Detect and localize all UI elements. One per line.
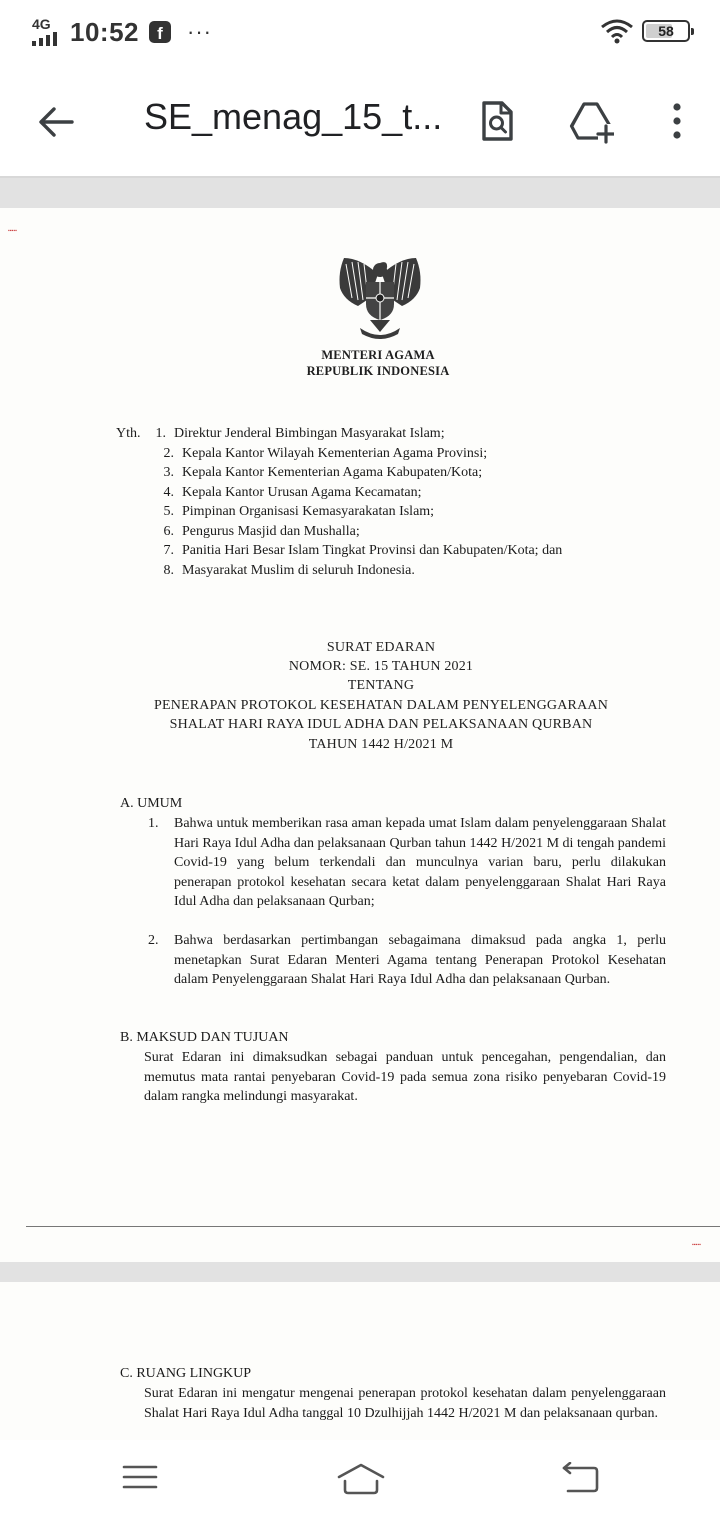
wifi-icon [600, 18, 634, 44]
document-title: SE_menag_15_t... [144, 96, 443, 137]
letter-about-label: TENTANG [347, 678, 415, 693]
letterhead-subtitle: REPUBLIK INDONESIA [306, 364, 450, 378]
addressee-item: 3. Kepala Kantor Kementerian Agama Kabupaten/Kota; [163, 465, 483, 480]
letter-type: SURAT EDARAN [326, 640, 436, 655]
pdf-viewer[interactable] [0, 178, 720, 1440]
addressee-item: 4. Kepala Kantor Urusan Agama Kecamatan; [163, 484, 422, 500]
pdf-page-2[interactable] [0, 1282, 720, 1440]
section-a-item: 2. Bahwa berdasarkan pertimbangan sebagaimana dimaksud pada angka 1, perlu menetapkan Surat Edaran Menteri Agama tentang Penerapan Protokol Kesehatan dalam Penyelenggaraan Shalat Hari Raya Idul Adha dan pelaksanaan Qurban. [148, 933, 666, 987]
page-stamp-mark: ▪▪▪▪▪ [8, 228, 17, 234]
battery-level: 58 [658, 23, 674, 39]
section-a-item: 1. Bahwa untuk memberikan rasa aman kepada umat Islam dalam penyelenggaraan Shalat Hari Raya Idul Adha dan pelaksanaan Qurban tahun 1442 H/2021 M di tengah pandemi Covid-19 yang belum terkendali dan munculnya varian baru, perlu dilakukan penerapan protokol kesehatan secara ketat dalam penyelenggaraan Shalat Hari Raya Idul Adha dan pelaksanaan Qurban; [148, 816, 666, 909]
page-stamp-mark: ▪▪▪▪▪ [692, 1242, 701, 1248]
addressee-item: Yth. 1. Direktur Jenderal Bimbingan Masyarakat Islam; [116, 424, 562, 444]
search-in-document-icon[interactable] [474, 98, 520, 144]
letter-subject-line: PENERAPAN PROTOKOL KESEHATAN DALAM PENYELENGGARAAN [153, 698, 609, 713]
notification-overflow: ··· [187, 19, 212, 44]
letter-subject-line: SHALAT HARI RAYA IDUL ADHA DAN PELAKSANAAN QURBAN [169, 717, 593, 732]
home-icon[interactable] [336, 1462, 386, 1496]
letter-subject-line: TAHUN 1442 H/2021 M [308, 737, 454, 752]
recent-apps-icon[interactable] [122, 1462, 158, 1492]
facebook-icon: f [149, 21, 171, 43]
page-bottom-rule [26, 1226, 720, 1227]
network-type-label: 4G [32, 16, 51, 32]
status-time: 10:52 [70, 16, 139, 47]
letter-number: NOMOR: SE. 15 TAHUN 2021 [288, 659, 474, 674]
battery-icon [642, 20, 690, 42]
more-options-icon[interactable] [654, 98, 700, 144]
section-c-body: Surat Edaran ini mengatur mengenai penerapan protokol kesehatan dalam penyelenggaraan Shalat Hari Raya Idul Adha tanggal 10 Dzulhijjah 1442 H/2021 M dan pelaksanaan qurban. [144, 1386, 666, 1421]
section-b-heading: B. MAKSUD DAN TUJUAN [120, 1030, 289, 1045]
back-arrow-icon[interactable] [34, 100, 78, 144]
add-to-drive-icon[interactable] [568, 98, 614, 144]
addressee-list [116, 424, 562, 580]
garuda-emblem [330, 252, 430, 344]
pdf-page-1[interactable] [0, 208, 720, 1262]
addressee-item: 6. Pengurus Masjid dan Mushalla; [163, 523, 360, 539]
signal-icon [30, 16, 60, 48]
addressee-item: 7. Panitia Hari Besar Islam Tingkat Provinsi dan Kabupaten/Kota; dan [163, 543, 563, 558]
system-nav-bar [0, 1440, 720, 1520]
back-nav-icon[interactable] [560, 1462, 600, 1494]
section-a-heading: A. UMUM [120, 796, 183, 811]
addressee-item: 8. Masyarakat Muslim di seluruh Indonesia. [163, 562, 415, 578]
addressee-prefix: Yth. [116, 426, 141, 441]
section-b-body: Surat Edaran ini dimaksudkan sebagai panduan untuk pencegahan, pengendalian, dan memutus mata rantai penyebaran Covid-19 pada semua zona risiko penyebaran Covid-19 dalam rangka melindungi masyarakat. [144, 1050, 666, 1104]
app-bar [0, 66, 720, 176]
letterhead-title: MENTERI AGAMA [321, 348, 435, 362]
addressee-item: 5. Pimpinan Organisasi Kemasyarakatan Islam; [163, 504, 435, 519]
addressee-item: 2. Kepala Kantor Wilayah Kementerian Agama Provinsi; [163, 445, 488, 461]
status-bar [0, 0, 720, 66]
section-c-heading: C. RUANG LINGKUP [120, 1366, 252, 1381]
